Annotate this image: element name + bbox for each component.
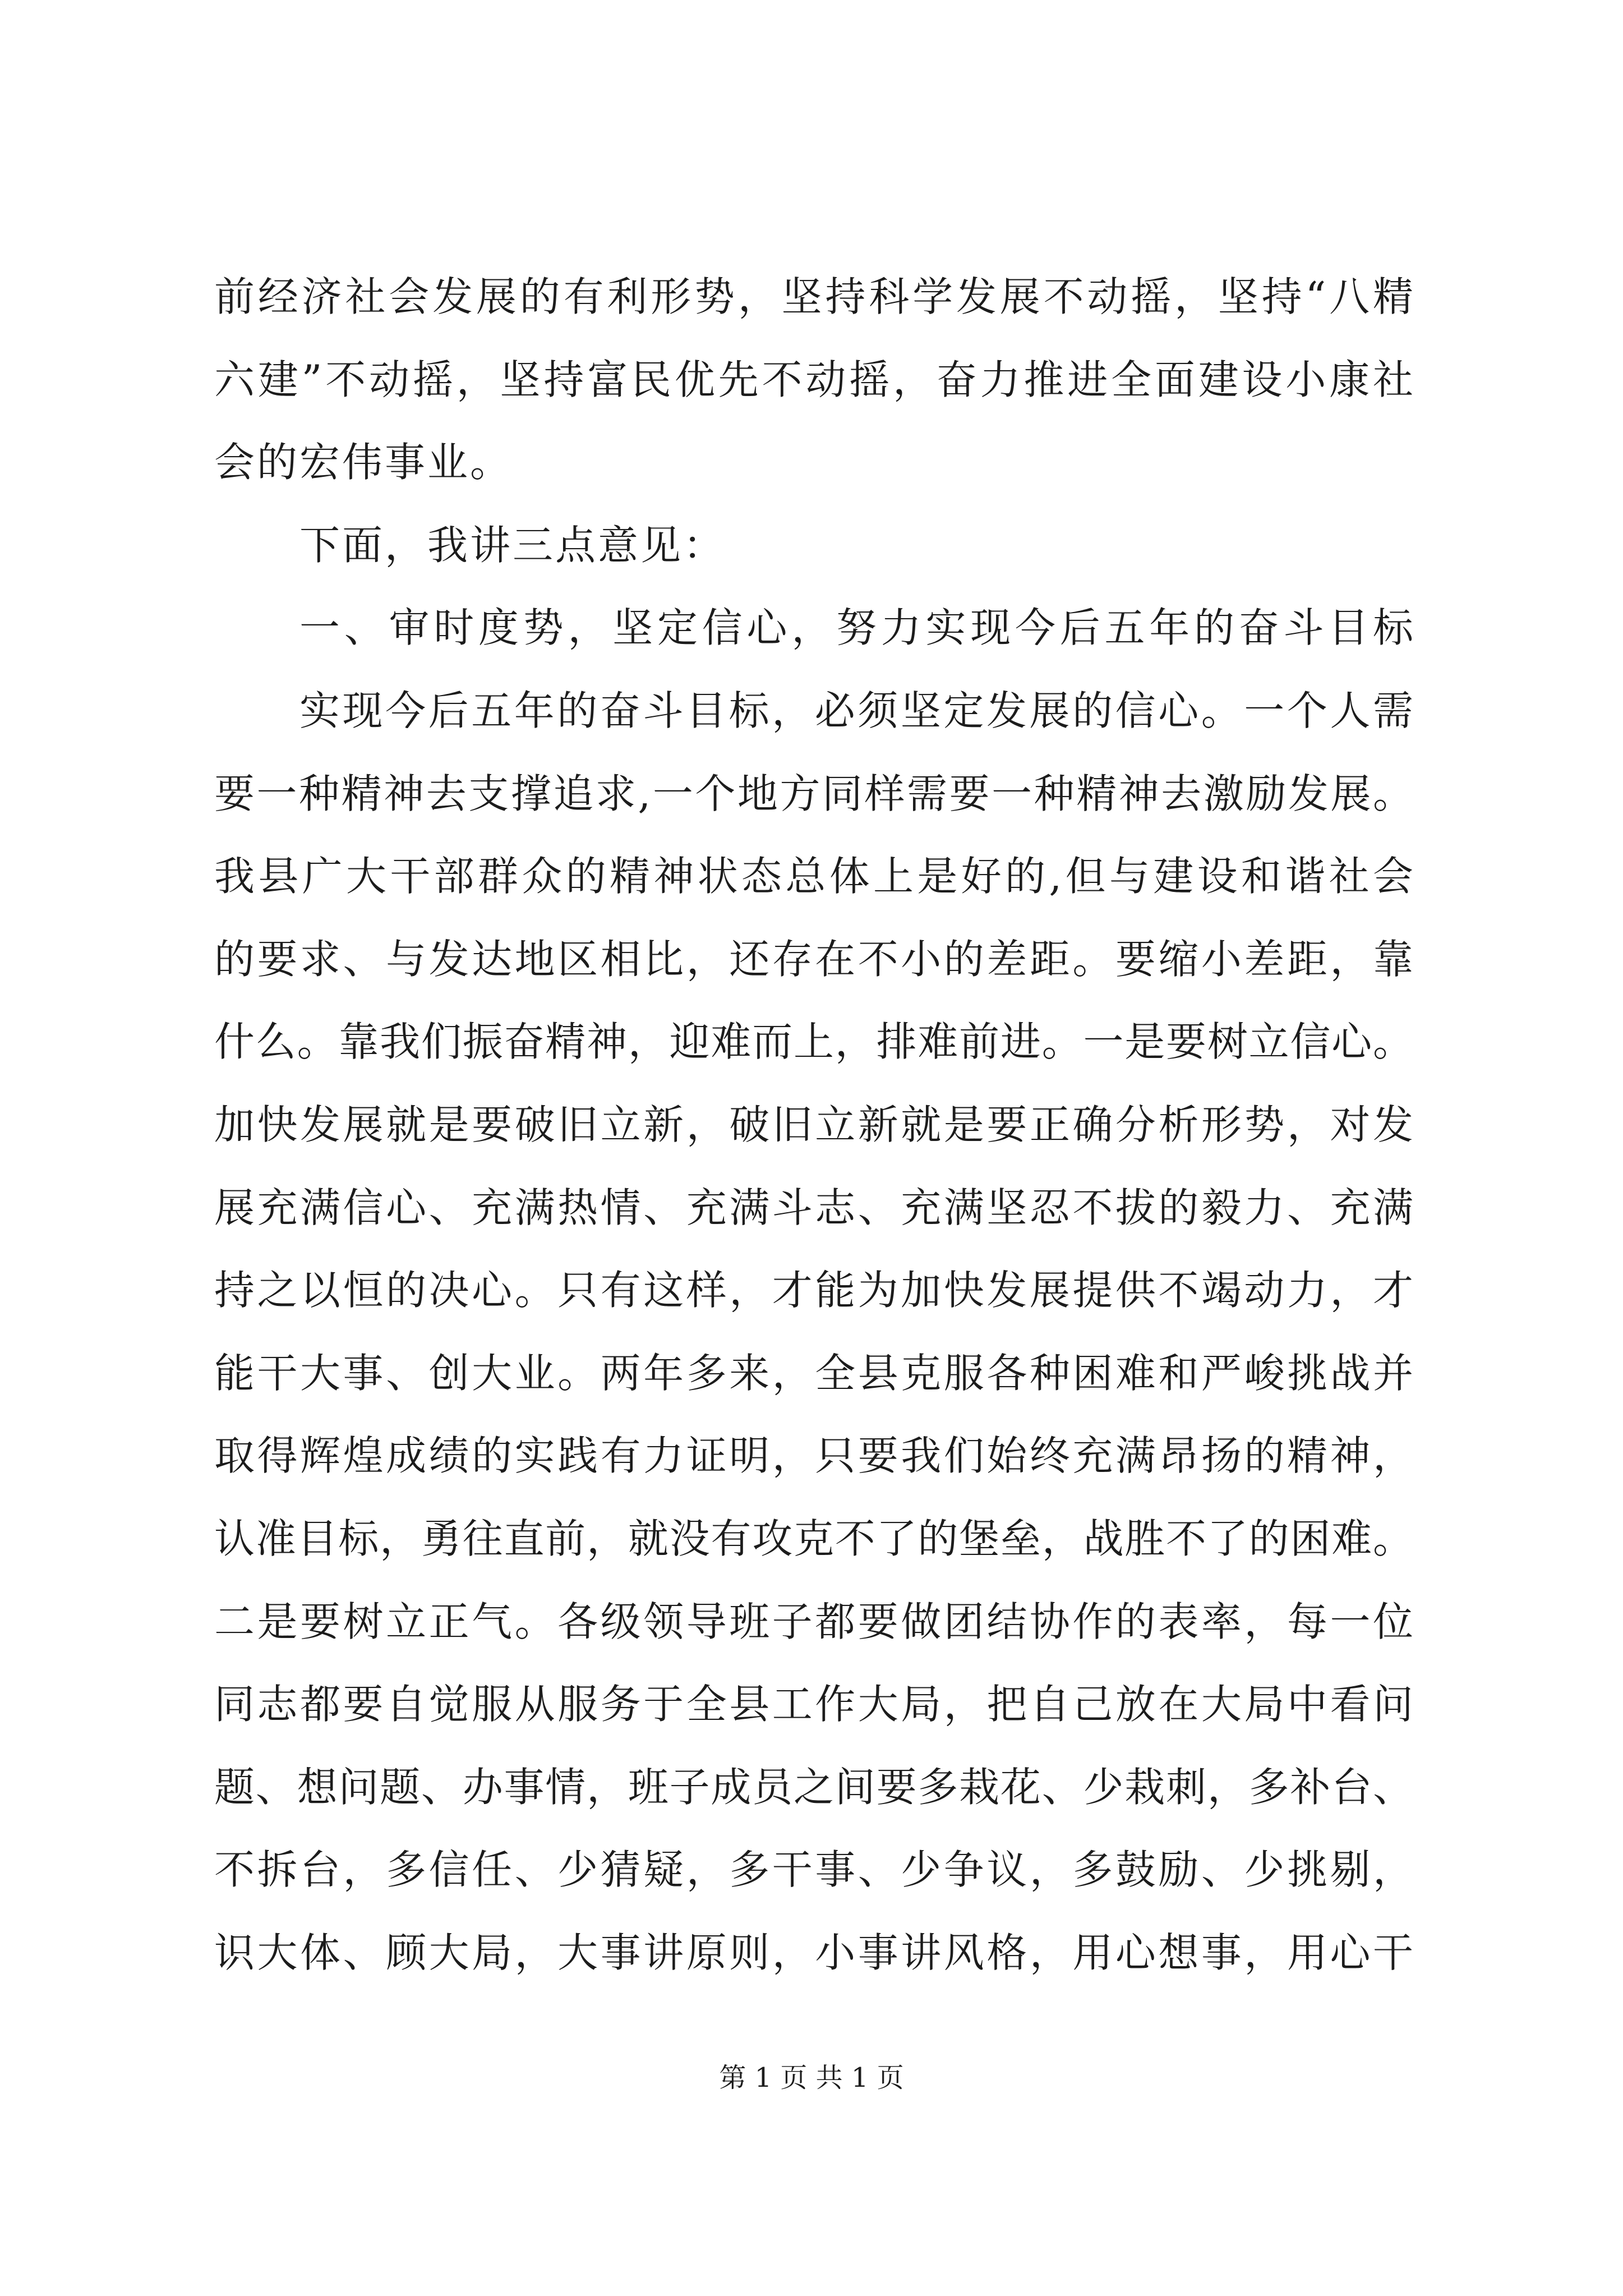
body-text [214,256,1413,1994]
section-heading: 一、审时度势，坚定信心，努力实现今后五年的奋斗目标 [299,604,1413,652]
text-line: 不拆台，多信任、少猜疑，多干事、少争议，多鼓励、少挑剔， [214,1846,1413,1894]
text-line: 要一种精神去支撑追求,一个地方同样需要一种精神去激励发展。 [214,770,1413,817]
text-line: 的要求、与发达地区相比，还存在不小的差距。要缩小差距，靠 [214,935,1413,983]
text-line: 取得辉煌成绩的实践有力证明，只要我们始终充满昂扬的精神， [214,1432,1413,1480]
text-line: 题、想问题、办事情，班子成员之间要多栽花、少栽刺，多补台、 [214,1763,1413,1811]
text-line: 能干大事、创大业。两年多来，全县克服各种困难和严峻挑战并 [214,1349,1413,1397]
text-line: 六建”不动摇，坚持富民优先不动摇，奋力推进全面建设小康社 [214,356,1413,403]
text-line: 下面，我讲三点意见： [299,521,726,569]
text-line: 识大体、顾大局，大事讲原则，小事讲风格，用心想事，用心干 [214,1929,1413,1976]
text-line: 认准目标，勇往直前，就没有攻克不了的堡垒，战胜不了的困难。 [214,1515,1413,1562]
text-line: 会的宏伟事业。 [214,439,513,486]
text-line: 我县广大干部群众的精神状态总体上是好的,但与建设和谐社会 [214,853,1413,900]
text-line: 二是要树立正气。各级领导班子都要做团结协作的表率，每一位 [214,1598,1413,1645]
text-line: 实现今后五年的奋斗目标，必须坚定发展的信心。一个人需 [299,687,1413,734]
text-line: 展充满信心、充满热情、充满斗志、充满坚忍不拔的毅力、充满 [214,1184,1413,1231]
text-line: 同志都要自觉服从服务于全县工作大局，把自己放在大局中看问 [214,1681,1413,1728]
text-line: 前经济社会发展的有利形势，坚持科学发展不动摇，坚持“八精 [214,273,1413,320]
text-line: 持之以恒的决心。只有这样，才能为加快发展提供不竭动力，才 [214,1267,1413,1314]
text-line: 什么。靠我们振奋精神，迎难而上，排难前进。一是要树立信心。 [214,1018,1413,1066]
page-footer: 第 1 页 共 1 页 [719,2062,904,2093]
text-line: 加快发展就是要破旧立新，破旧立新就是要正确分析形势，对发 [214,1101,1413,1148]
